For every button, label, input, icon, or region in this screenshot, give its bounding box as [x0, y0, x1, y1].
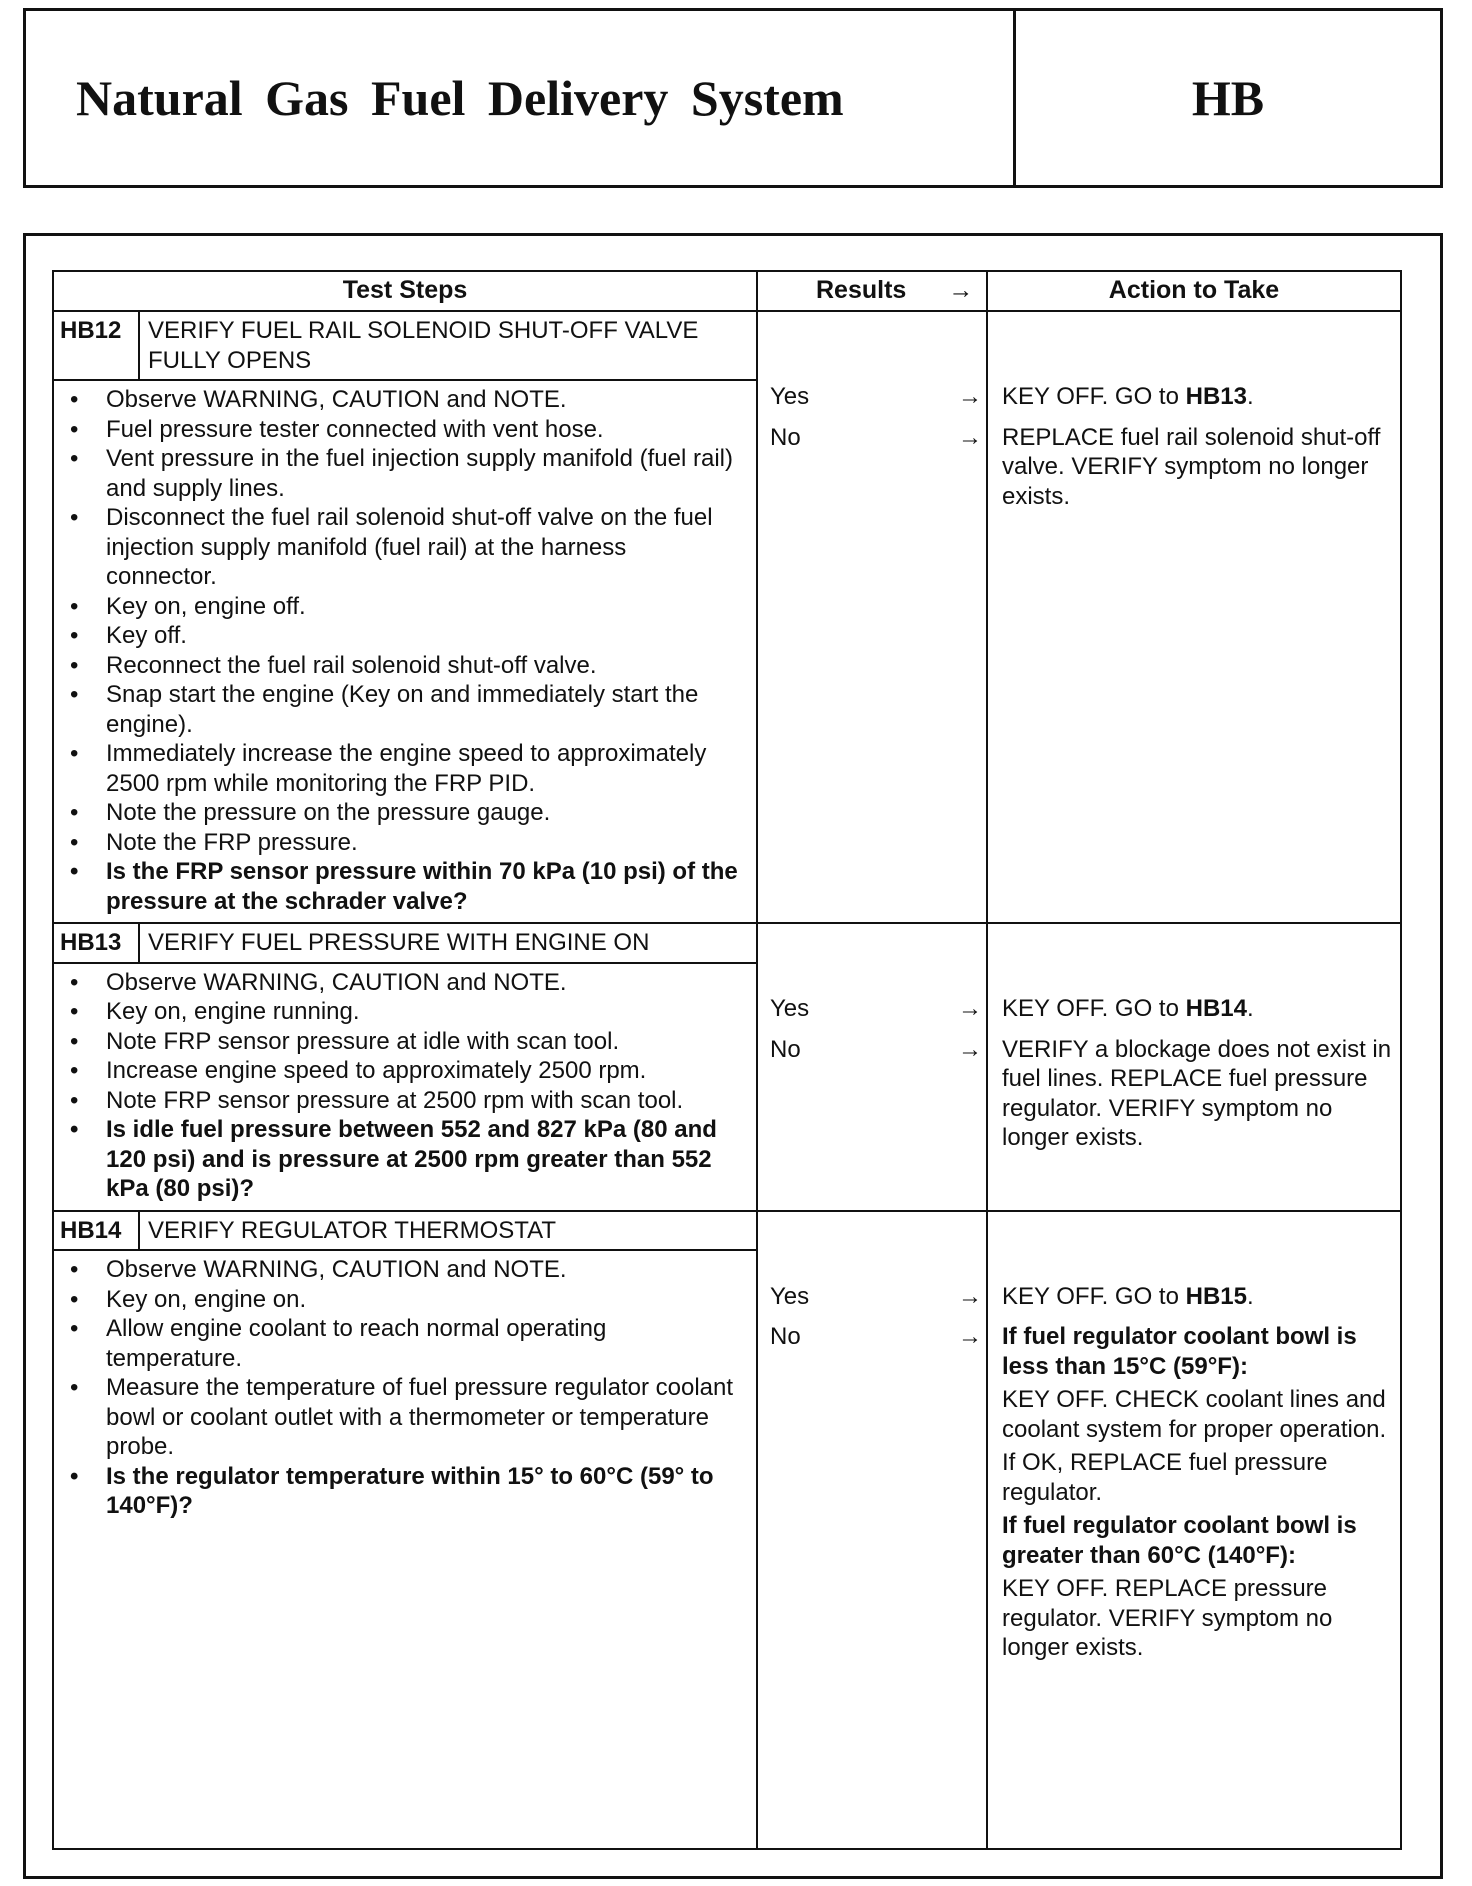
step-body — [54, 1251, 756, 1848]
arrow-icon: → — [958, 1323, 982, 1350]
page-title: Natural Gas Fuel Delivery System — [26, 11, 1016, 185]
list-item: • Observe WARNING, CAUTION and NOTE. — [106, 1255, 742, 1285]
arrow-icon: → — [948, 276, 974, 305]
result-yes — [770, 994, 986, 1024]
column-header-action: Action to Take — [986, 272, 1400, 312]
list-item: • Measure the temperature of fuel pressure regulator coolant bowl or coolant outlet with a thermometer or temperature probe. — [106, 1373, 742, 1462]
list-item: • Note FRP sensor pressure at 2500 rpm with scan tool. — [106, 1086, 742, 1116]
action-no-text: If OK, REPLACE fuel pressure regulator. — [1002, 1449, 1328, 1506]
list-item: • Fuel pressure tester connected with vent hose. — [106, 415, 742, 445]
results-cell — [756, 312, 986, 922]
result-no-label: No — [770, 1035, 801, 1063]
action-no-condition: If fuel regulator coolant bowl is less than 15°C (59°F): — [1002, 1323, 1357, 1380]
column-header-results-label: Results — [816, 276, 907, 305]
results-cell — [756, 922, 986, 1210]
arrow-icon: → — [958, 383, 982, 410]
list-item: • Note FRP sensor pressure at idle with scan tool. — [106, 1027, 742, 1057]
action-no: VERIFY a blockage does not exist in fuel lines. REPLACE fuel pressure regulator. VERIFY symptom no longer exists. — [1002, 1035, 1392, 1151]
step-title: VERIFY REGULATOR THERMOSTAT — [140, 1210, 756, 1252]
page-header — [23, 8, 1443, 188]
list-item: • Observe WARNING, CAUTION and NOTE. — [106, 385, 742, 415]
result-yes-label: Yes — [770, 1282, 810, 1310]
list-item: • Vent pressure in the fuel injection supply manifold (fuel rail) and supply lines. — [106, 444, 742, 503]
arrow-icon: → — [958, 1282, 982, 1310]
action-yes-ref: HB14 — [1185, 995, 1247, 1022]
column-header-test-steps: Test Steps — [54, 272, 756, 312]
column-header-results — [756, 272, 986, 312]
list-item: • Key on, engine on. — [106, 1285, 742, 1315]
step-list — [54, 968, 742, 1204]
result-yes-label: Yes — [770, 383, 810, 410]
result-no — [770, 423, 986, 453]
list-item: • Key on, engine off. — [106, 592, 742, 622]
result-no — [770, 1322, 986, 1352]
list-item: • Reconnect the fuel rail solenoid shut-off valve. — [106, 651, 742, 681]
action-yes — [1002, 382, 1392, 412]
step-body — [54, 964, 756, 1210]
section-code: HB — [1191, 70, 1265, 126]
action-yes-suffix: . — [1246, 1282, 1254, 1310]
action-yes — [1002, 994, 1392, 1024]
step-question: • Is the FRP sensor pressure within 70 kPa (10 psi) of the pressure at the schrader valve? — [106, 857, 742, 916]
action-yes-ref: HB13 — [1185, 383, 1247, 410]
step-question: • Is the regulator temperature within 15° to 60°C (59° to 140°F)? — [106, 1462, 742, 1521]
action-yes-text: KEY OFF. GO to — [1002, 1282, 1186, 1310]
action-yes-text: KEY OFF. GO to — [1002, 995, 1186, 1022]
list-item: • Key on, engine running. — [106, 997, 742, 1027]
action-yes — [1002, 1282, 1392, 1312]
list-item: • Key off. — [106, 621, 742, 651]
list-item: • Increase engine speed to approximately 2500 rpm. — [106, 1056, 742, 1086]
list-item: • Disconnect the fuel rail solenoid shut-off valve on the fuel injection supply manifold (fuel rail) at the harness connector. — [106, 503, 742, 592]
result-yes-label: Yes — [770, 995, 810, 1022]
step-code: HB13 — [54, 922, 140, 964]
step-list — [54, 385, 742, 916]
list-item: • Immediately increase the engine speed to approximately 2500 rpm while monitoring the FRP PID. — [106, 739, 742, 798]
arrow-icon: → — [958, 995, 982, 1022]
action-no-text: KEY OFF. CHECK coolant lines and coolant system for proper operation. — [1002, 1386, 1387, 1443]
action-yes-text: KEY OFF. GO to — [1002, 383, 1186, 410]
step-question: • Is idle fuel pressure between 552 and 827 kPa (80 and 120 psi) and is pressure at 2500 rpm greater than 552 kPa (80 psi)? — [106, 1115, 742, 1204]
result-no-label: No — [770, 423, 801, 451]
list-item: • Observe WARNING, CAUTION and NOTE. — [106, 968, 742, 998]
action-cell — [986, 922, 1400, 1210]
list-item: • Allow engine coolant to reach normal operating temperature. — [106, 1314, 742, 1373]
list-item: • Note the FRP pressure. — [106, 828, 742, 858]
step-title: VERIFY FUEL PRESSURE WITH ENGINE ON — [140, 922, 756, 964]
result-no-label: No — [770, 1323, 801, 1350]
action-yes-suffix: . — [1246, 995, 1254, 1022]
result-yes — [770, 1282, 986, 1312]
result-yes — [770, 382, 986, 412]
action-yes-suffix: . — [1246, 383, 1254, 410]
arrow-icon: → — [958, 423, 982, 451]
action-cell — [986, 312, 1400, 922]
step-code: HB12 — [54, 312, 140, 381]
test-steps-table — [52, 270, 1402, 1850]
arrow-icon: → — [958, 1035, 982, 1063]
results-cell — [756, 1210, 986, 1849]
action-no: REPLACE fuel rail solenoid shut-off valve. VERIFY symptom no longer exists. — [1002, 423, 1381, 510]
action-no-condition: If fuel regulator coolant bowl is greater than 60°C (140°F): — [1002, 1512, 1357, 1569]
result-no — [770, 1035, 986, 1065]
list-item: • Note the pressure on the pressure gauge. — [106, 798, 742, 828]
step-list — [54, 1255, 742, 1521]
action-cell — [986, 1210, 1400, 1849]
step-title: VERIFY FUEL RAIL SOLENOID SHUT-OFF VALVE FULLY OPENS — [140, 312, 756, 381]
action-no-text: KEY OFF. REPLACE pressure regulator. VERIFY symptom no longer exists. — [1002, 1575, 1333, 1661]
list-item: • Snap start the engine (Key on and immediately start the engine). — [106, 680, 742, 739]
step-body — [54, 381, 756, 922]
action-yes-ref: HB15 — [1185, 1282, 1247, 1310]
step-code: HB14 — [54, 1210, 140, 1252]
